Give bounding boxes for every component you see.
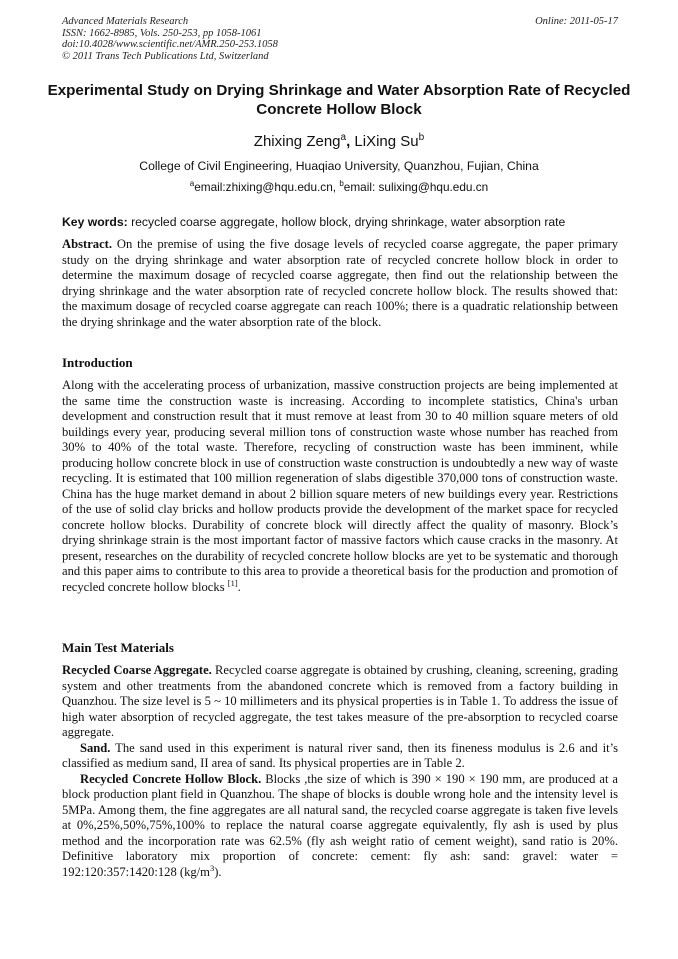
- author-line: [0, 133, 678, 151]
- sentence-end: .: [237, 579, 241, 594]
- rca-label: Recycled Coarse Aggregate.: [62, 663, 212, 677]
- keywords-text: recycled coarse aggregate, hollow block, drying shrinkage, water absorption rate: [127, 215, 566, 229]
- doi-line: doi:10.4028/www.scientific.net/AMR.250-253.1058: [62, 39, 278, 51]
- rca-paragraph: [62, 663, 618, 741]
- paper-title: Experimental Study on Drying Shrinkage and Water Absorption Rate of Recycled Concrete Hollow Block: [47, 82, 631, 118]
- email-b: email: sulixing@hqu.edu.cn: [343, 180, 489, 194]
- sand-text: The sand used in this experiment is natural river sand, then its fineness modulus is 2.6 and it’s classified as medium sand, II area of sand. Its physical properties are in Table 2.: [62, 740, 618, 770]
- abstract-label: Abstract.: [62, 237, 113, 251]
- block-label: Recycled Concrete Hollow Block.: [80, 771, 262, 786]
- sand-paragraph: [62, 741, 618, 772]
- citation-ref: [1]: [227, 577, 238, 588]
- author-separator: ,: [346, 133, 355, 150]
- author-name: Zhixing Zeng: [253, 133, 341, 150]
- section-heading: Main Test Materials: [62, 640, 174, 655]
- copyright-line: © 2011 Trans Tech Publications Ltd, Switzerland: [62, 50, 269, 62]
- email-mark: b: [339, 179, 344, 188]
- materials-section: [62, 663, 618, 880]
- section-heading: Introduction: [62, 355, 133, 370]
- block-paragraph: [62, 772, 618, 881]
- author-name: LiXing Su: [354, 133, 419, 150]
- email-line: [0, 180, 678, 195]
- issn-line: ISSN: 1662-8985, Vols. 250-253, pp 1058-1061: [62, 27, 262, 39]
- abstract: [62, 237, 618, 330]
- unit-superscript: 3: [209, 862, 215, 873]
- sentence-end: ).: [214, 864, 222, 879]
- affiliation: College of Civil Engineering, Huaqiao University, Quanzhou, Fujian, China: [139, 159, 539, 173]
- abstract-text: On the premise of using the five dosage levels of recycled coarse aggregate, the paper primary study on the drying shrinkage and water absorption rate of recycled concrete hollow block in order to determine the maximum dosage of recycled coarse aggregate, then find out the relationship between the drying shrinkage and the water absorption rate of recycled concrete hollow block. The results showed that: the maximum dosage of recycled coarse aggregate can reach 100%; there is a quadratic relationship between the drying shrinkage and the water absorption rate of the block.: [62, 237, 618, 329]
- journal-header: [62, 16, 618, 62]
- keywords-label: Key words:: [62, 215, 128, 229]
- email-a: email:zhixing@hqu.edu.cn,: [194, 180, 340, 194]
- journal-name: Advanced Materials Research: [62, 16, 189, 27]
- introduction-text: Along with the accelerating process of urbanization, massive construction projects are being implemented at the same time the construction waste is increasing. According to incomplete statistics, China's urban development and construction result that it must remove at least from 30 to 40 million square meters of old buildings every year, producing several million tons of construction waste whose number has reached from 30% to 40% of the total waste. Therefore, recycling of construction waste has been imminent, while producing hollow concrete block in use of construction waste construction is undoubtedly a new way of waste recycling. It is estimated that 100 million regeneration of slabs digestible 370,000 tons of construction waste. China has the huge market demand in about 2 billion square meters of new buildings every year. Restrictions of the use of solid clay bricks and hollow products provide the development of the market space for recycled concrete hollow blocks. Durability of concrete block will directly affect the quality of masonry. Block’s drying shrinkage strain is the most important factor of massive factors which cause cracks in the masonry. At present, researches on the durability of recycled concrete hollow blocks are yet to be systematic and thorough and this paper aims to contribute to this area to provide a theoretical basis for the production and promotion of recycled concrete hollow blocks: [62, 378, 618, 594]
- author-affil-mark: a: [340, 132, 347, 143]
- keywords: [62, 215, 618, 230]
- author-affil-mark: b: [418, 132, 425, 143]
- rca-text: Recycled coarse aggregate is obtained by crushing, cleaning, screening, grading system and other treatments from the abandoned concrete which is removed from a factory building in Quanzhou. The size level is 5 ~ 10 millimeters and its physical properties is in Table 1. To address the issue of high water absorption of recycled aggregate, the test takes measure of the pre-absorption to recycled coarse aggregate.: [62, 663, 618, 739]
- introduction-paragraph: [62, 378, 618, 595]
- email-mark: a: [189, 179, 195, 188]
- sand-label: Sand.: [80, 740, 111, 755]
- online-date: Online: 2011-05-17: [535, 16, 618, 27]
- block-text: Blocks ,the size of which is 390 × 190 × 190 mm, are produced at a block production plant field in Quanzhou. The shape of blocks is double wrong hole and the intensity level is 5MPa. Among them, the fine aggregates are all natural sand, the recycled coarse aggregate is taken five levels at 0%,25%,50%,75%,100% to replace the natural coarse aggregate equivalently, fly ash is used by plus method and the incorporation rate was 62.5% (fly ash weight ratio of cement weight), sand ratio is 20%. Definitive laboratory mix proportion of concrete: cement: fly ash: sand: gravel: water = 192:120:357:1420:128 (kg/m: [62, 771, 619, 879]
